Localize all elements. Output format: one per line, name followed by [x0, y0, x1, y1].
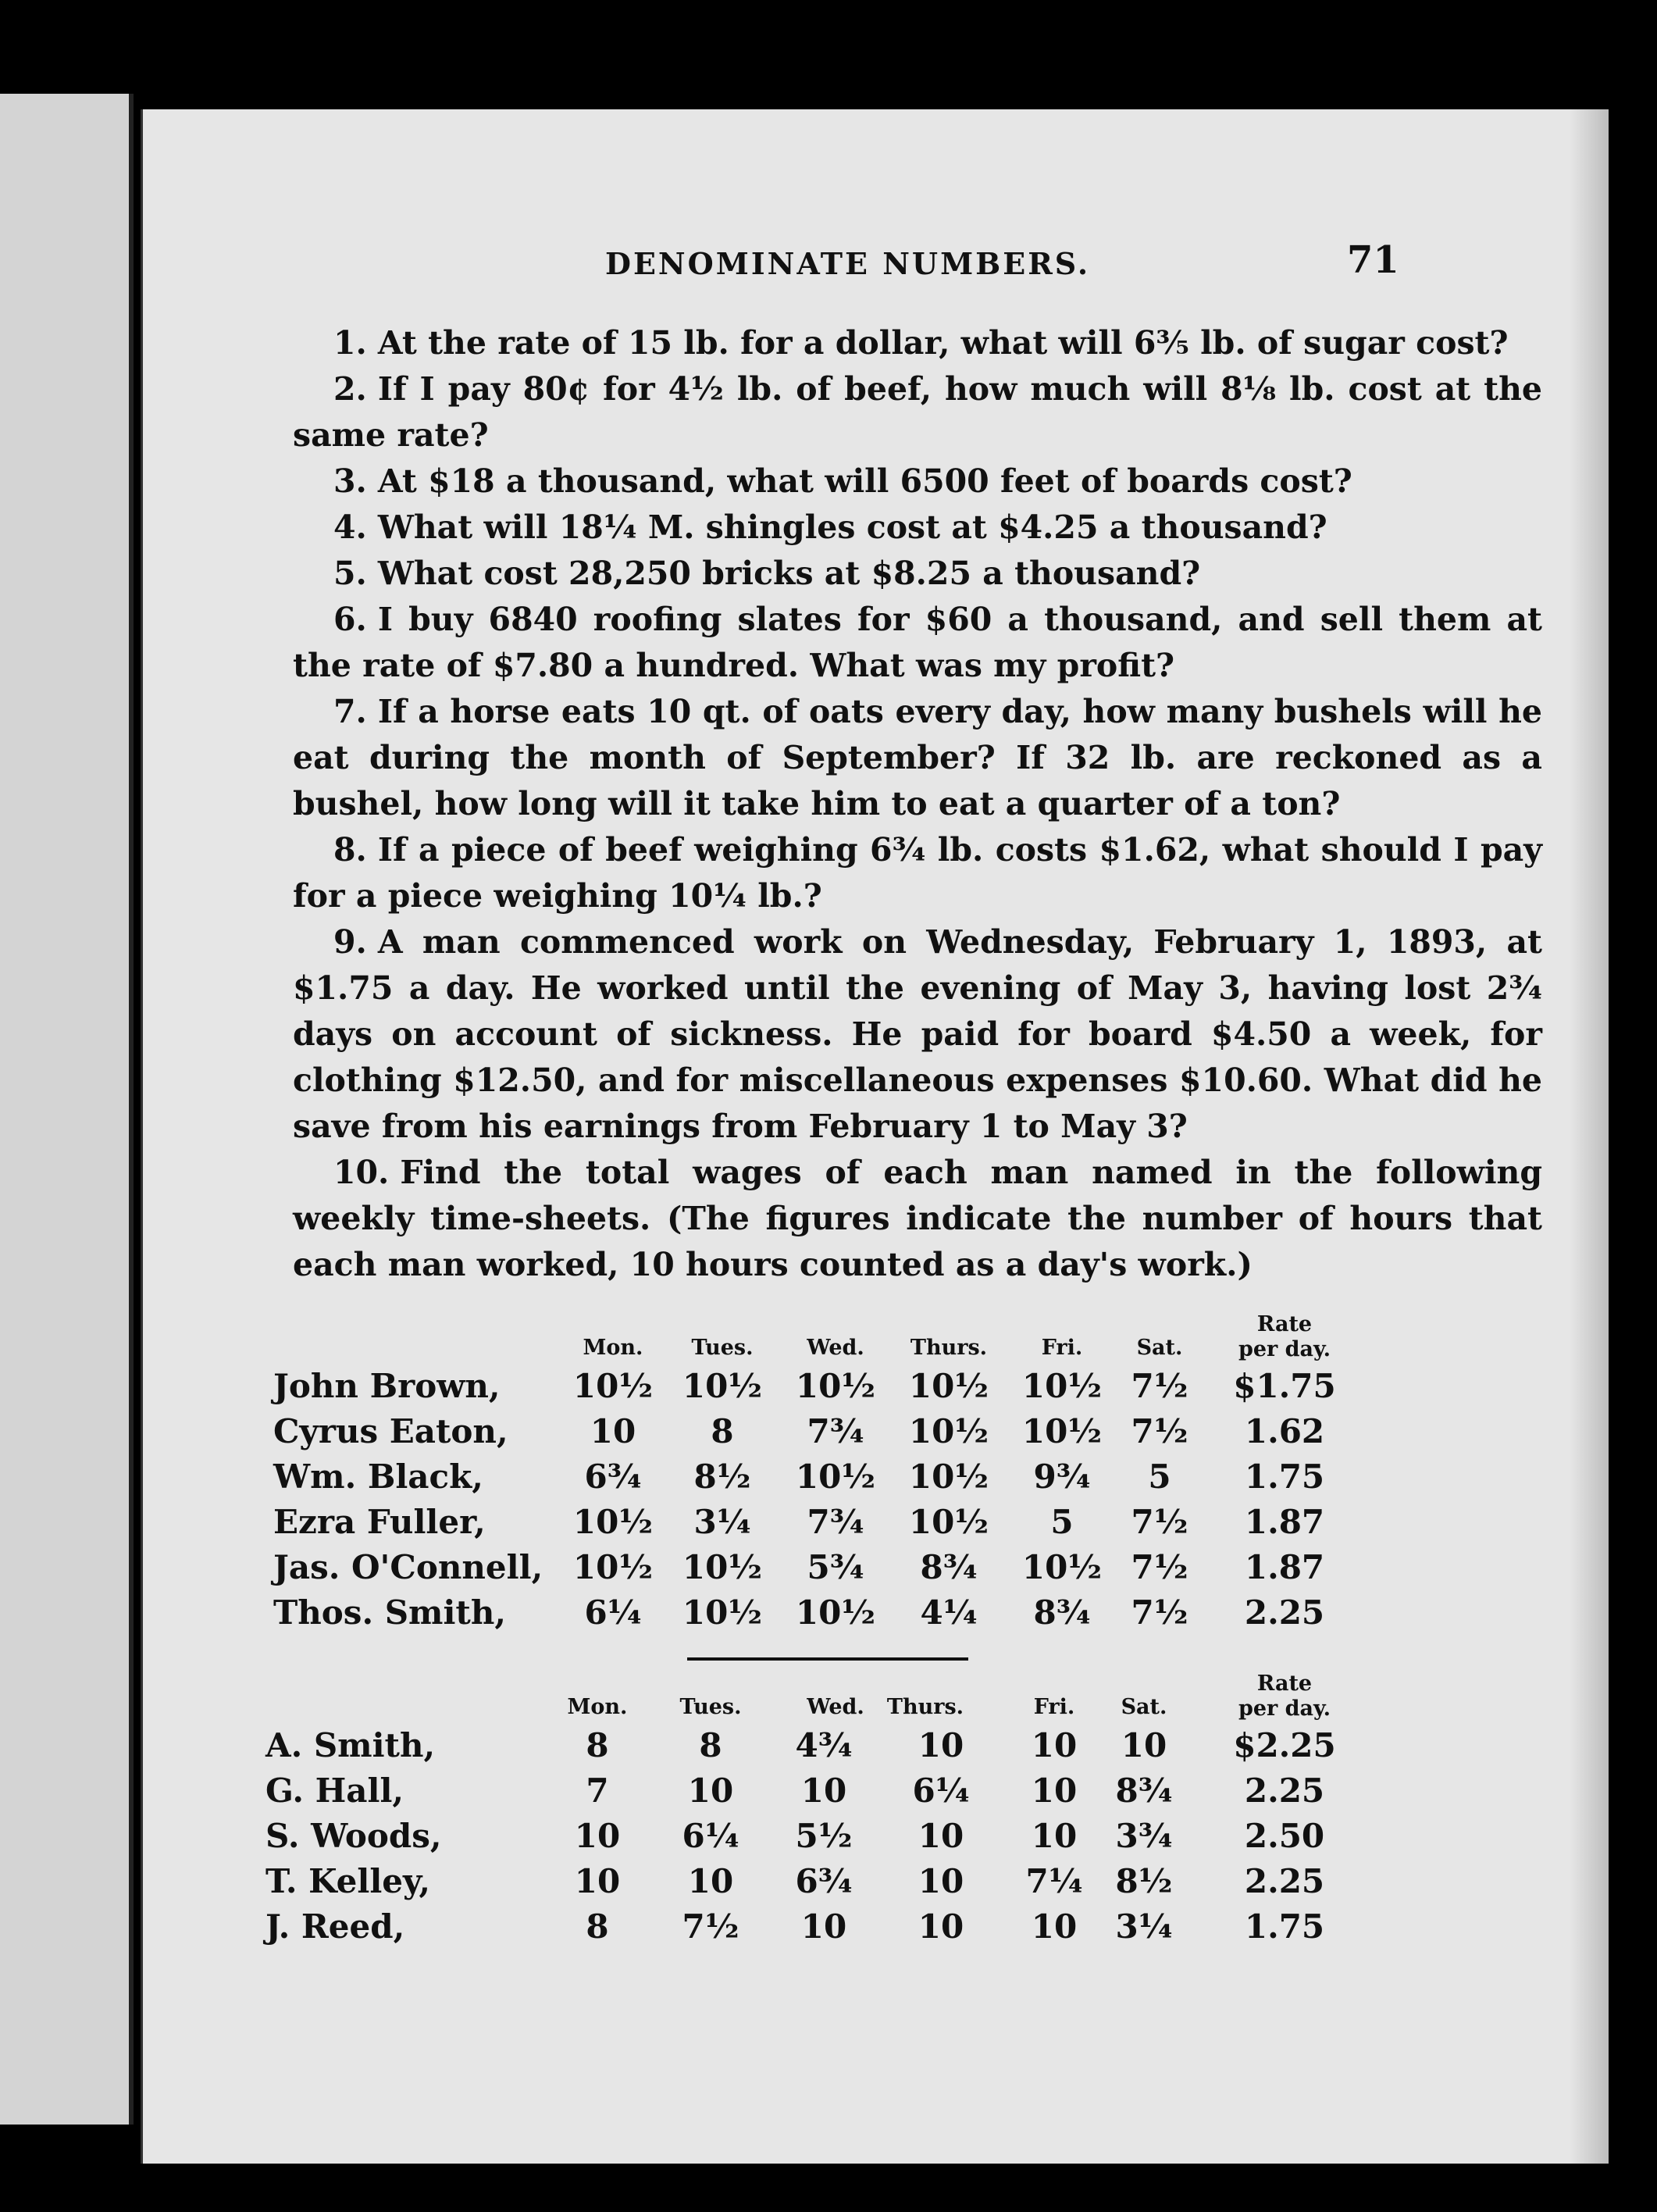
hours-cell: 10½	[1021, 1412, 1103, 1450]
problem-number: 10.	[333, 1154, 390, 1191]
hours-cell: 10½	[572, 1548, 654, 1586]
hours-cell: 3¾	[1115, 1817, 1173, 1855]
hours-cell: 10½	[908, 1412, 989, 1450]
page-number: 71	[1347, 238, 1399, 282]
hours-cell: 10	[574, 1817, 621, 1855]
table-row	[273, 1503, 1523, 1548]
rate-label: Rate	[1256, 1671, 1313, 1696]
worker-name: S. Woods,	[265, 1817, 442, 1855]
rate-cell: 2.50	[1244, 1817, 1325, 1855]
hours-cell: 10½	[795, 1367, 876, 1405]
problem-3	[293, 458, 1542, 505]
hours-cell: 5½	[795, 1817, 853, 1855]
running-title: DENOMINATE NUMBERS.	[605, 246, 1091, 281]
hours-cell: 8	[711, 1412, 734, 1450]
hours-cell: 10½	[572, 1367, 654, 1405]
col-thurs: Thurs.	[886, 1695, 964, 1719]
hours-cell: 7¾	[807, 1412, 864, 1450]
rate-label: Rate	[1256, 1312, 1313, 1336]
hours-cell: 10	[1031, 1726, 1078, 1764]
table-row	[265, 1862, 1515, 1907]
hours-cell: 3¼	[693, 1503, 751, 1541]
hours-cell: 10	[918, 1726, 964, 1764]
hours-cell: 4¼	[920, 1593, 978, 1632]
problem-5	[293, 551, 1542, 597]
hours-cell: 7½	[1131, 1548, 1188, 1586]
problem-10	[293, 1150, 1542, 1288]
problem-text: A man commenced work on Wednesday, February 1, 1893, at $1.75 a day. He worked until the evening of May 3, having lost 2¾ days on account of sickness. He paid for board $4.50 a week, for clothing $12.50, and for miscellaneous expenses $10.60. What did he save from his earnings from February 1 to May 3?	[293, 923, 1542, 1145]
hours-cell: 8¾	[1033, 1593, 1091, 1632]
problem-number: 9.	[333, 923, 367, 961]
problem-2	[293, 366, 1542, 458]
hours-cell: 8½	[693, 1457, 751, 1496]
hours-cell: 10½	[682, 1548, 763, 1586]
page-header	[141, 238, 1609, 293]
hours-cell: 8¾	[1115, 1771, 1173, 1810]
hours-cell: 3¼	[1115, 1907, 1173, 1946]
problem-text: If I pay 80¢ for 4½ lb. of beef, how much will 8⅛ lb. cost at the same rate?	[293, 370, 1542, 454]
hours-cell: 10	[918, 1817, 964, 1855]
col-rate	[1230, 1671, 1339, 1721]
col-wed: Wed.	[807, 1695, 864, 1719]
col-sat: Sat.	[1121, 1695, 1167, 1719]
hours-cell: 7½	[1131, 1593, 1188, 1632]
worker-name: John Brown,	[273, 1367, 501, 1405]
hours-cell: 6¼	[682, 1817, 739, 1855]
worker-name: Jas. O'Connell,	[273, 1548, 543, 1586]
worker-name: A. Smith,	[265, 1726, 436, 1764]
hours-cell: 10½	[795, 1593, 876, 1632]
hours-cell: 10	[687, 1862, 734, 1900]
col-mon: Mon.	[583, 1336, 643, 1360]
problem-text: If a horse eats 10 qt. of oats every day, how many bushels will he eat during the month of September? If 32 lb. are reckoned as a bushel, how long will it take him to eat a quarter of a ton?	[293, 693, 1542, 822]
hours-cell: 10	[800, 1771, 847, 1810]
hours-cell: 10½	[572, 1503, 654, 1541]
rate-cell: 2.25	[1244, 1862, 1325, 1900]
problem-text: At the rate of 15 lb. for a dollar, what will 6⅗ lb. of sugar cost?	[377, 324, 1509, 362]
rate-cell: 1.87	[1244, 1548, 1325, 1586]
hours-cell: 7¾	[807, 1503, 864, 1541]
hours-cell: 6¾	[795, 1862, 853, 1900]
hours-cell: 10	[1031, 1907, 1078, 1946]
time-sheet-1	[273, 1312, 1523, 1639]
problem-text: Find the total wages of each man named in the following weekly time-sheets. (The figures indicate the number of hours that each man worked, 10 hours counted as a day's work.)	[293, 1154, 1542, 1283]
worker-name: Thos. Smith,	[273, 1593, 506, 1632]
hours-cell: 7½	[1131, 1503, 1188, 1541]
hours-cell: 8¾	[920, 1548, 978, 1586]
problem-number: 1.	[333, 324, 367, 362]
hours-cell: 10	[590, 1412, 636, 1450]
worker-name: G. Hall,	[265, 1771, 404, 1810]
hours-cell: 10½	[908, 1503, 989, 1541]
worker-name: Ezra Fuller,	[273, 1503, 486, 1541]
hours-cell: 7	[586, 1771, 609, 1810]
col-mon: Mon.	[567, 1695, 628, 1719]
worker-name: Wm. Black,	[273, 1457, 483, 1496]
worker-name: J. Reed,	[265, 1907, 405, 1946]
rate-cell: 2.25	[1244, 1593, 1325, 1632]
problem-9	[293, 919, 1542, 1150]
hours-cell: 8½	[1115, 1862, 1173, 1900]
hours-cell: 8	[699, 1726, 722, 1764]
table-row	[273, 1548, 1523, 1593]
hours-cell: 7½	[1131, 1412, 1188, 1450]
col-wed: Wed.	[807, 1336, 864, 1360]
facing-page-edge	[0, 94, 134, 2125]
rate-label: per day.	[1238, 1337, 1331, 1361]
problem-text: If a piece of beef weighing 6¾ lb. costs $1.62, what should I pay for a piece weighing 10¼ lb.?	[293, 831, 1542, 915]
worker-name: Cyrus Eaton,	[273, 1412, 508, 1450]
problem-number: 2.	[333, 370, 367, 408]
hours-cell: 8	[586, 1726, 609, 1764]
hours-cell: 10	[800, 1907, 847, 1946]
problem-number: 8.	[333, 831, 367, 869]
hours-cell: 6¼	[912, 1771, 970, 1810]
hours-cell: 6¾	[584, 1457, 642, 1496]
table-row	[265, 1907, 1515, 1953]
table-row	[273, 1593, 1523, 1639]
problem-4	[293, 505, 1542, 551]
hours-cell: 10	[687, 1771, 734, 1810]
problem-list	[293, 320, 1542, 1288]
hours-cell: 10½	[795, 1457, 876, 1496]
table-row	[273, 1457, 1523, 1503]
table-body	[273, 1367, 1523, 1639]
hours-cell: 5	[1050, 1503, 1074, 1541]
rate-cell: $2.25	[1233, 1726, 1336, 1764]
table-row	[265, 1817, 1515, 1862]
table-row	[273, 1367, 1523, 1412]
table-row	[265, 1726, 1515, 1771]
hours-cell: 10	[918, 1907, 964, 1946]
problem-number: 5.	[333, 555, 367, 592]
hours-cell: 5	[1148, 1457, 1171, 1496]
rate-cell: 1.87	[1244, 1503, 1325, 1541]
hours-cell: 10	[574, 1862, 621, 1900]
hours-cell: 7¼	[1025, 1862, 1083, 1900]
table-row	[273, 1412, 1523, 1457]
hours-cell: 7½	[1131, 1367, 1188, 1405]
problem-number: 4.	[333, 508, 367, 546]
hours-cell: 9¾	[1033, 1457, 1091, 1496]
rate-cell: 1.75	[1244, 1907, 1325, 1946]
hours-cell: 5¾	[807, 1548, 864, 1586]
col-sat: Sat.	[1136, 1336, 1183, 1360]
problem-number: 6.	[333, 601, 367, 638]
hours-cell: 10½	[908, 1457, 989, 1496]
col-thurs: Thurs.	[910, 1336, 988, 1360]
rate-cell: 1.75	[1244, 1457, 1325, 1496]
hours-cell: 10½	[682, 1593, 763, 1632]
problem-number: 3.	[333, 462, 367, 500]
hours-cell: 10	[918, 1862, 964, 1900]
table-row	[265, 1771, 1515, 1817]
time-sheet-2	[265, 1671, 1515, 1953]
rate-cell: 2.25	[1244, 1771, 1325, 1810]
worker-name: T. Kelley,	[265, 1862, 431, 1900]
hours-cell: 10½	[908, 1367, 989, 1405]
hours-cell: 10½	[682, 1367, 763, 1405]
table-divider	[687, 1657, 968, 1661]
table-header	[273, 1312, 1523, 1367]
page-gutter-shadow	[1570, 109, 1609, 2164]
rate-cell: $1.75	[1233, 1367, 1336, 1405]
problem-1	[293, 320, 1542, 366]
col-rate	[1230, 1312, 1339, 1362]
hours-cell: 8	[586, 1907, 609, 1946]
col-fri: Fri.	[1033, 1695, 1075, 1719]
problem-number: 7.	[333, 693, 367, 730]
table-header	[265, 1671, 1515, 1726]
hours-cell: 7½	[682, 1907, 739, 1946]
hours-cell: 10	[1121, 1726, 1167, 1764]
rate-label: per day.	[1238, 1696, 1331, 1721]
rate-cell: 1.62	[1244, 1412, 1325, 1450]
problem-text: What cost 28,250 bricks at $8.25 a thousand?	[377, 555, 1201, 592]
problem-8	[293, 827, 1542, 919]
problem-6	[293, 597, 1542, 689]
problem-text: I buy 6840 roofing slates for $60 a thousand, and sell them at the rate of $7.80 a hundred. What was my profit?	[293, 601, 1542, 684]
hours-cell: 10½	[1021, 1548, 1103, 1586]
col-tues: Tues.	[679, 1695, 742, 1719]
problem-7	[293, 689, 1542, 827]
hours-cell: 10½	[1021, 1367, 1103, 1405]
table-body	[265, 1726, 1515, 1953]
hours-cell: 10	[1031, 1771, 1078, 1810]
col-fri: Fri.	[1041, 1336, 1083, 1360]
hours-cell: 6¼	[584, 1593, 642, 1632]
hours-cell: 10	[1031, 1817, 1078, 1855]
col-tues: Tues.	[691, 1336, 754, 1360]
problem-text: At $18 a thousand, what will 6500 feet of boards cost?	[377, 462, 1352, 500]
problem-text: What will 18¼ M. shingles cost at $4.25 a thousand?	[377, 508, 1327, 546]
hours-cell: 4¾	[795, 1726, 853, 1764]
